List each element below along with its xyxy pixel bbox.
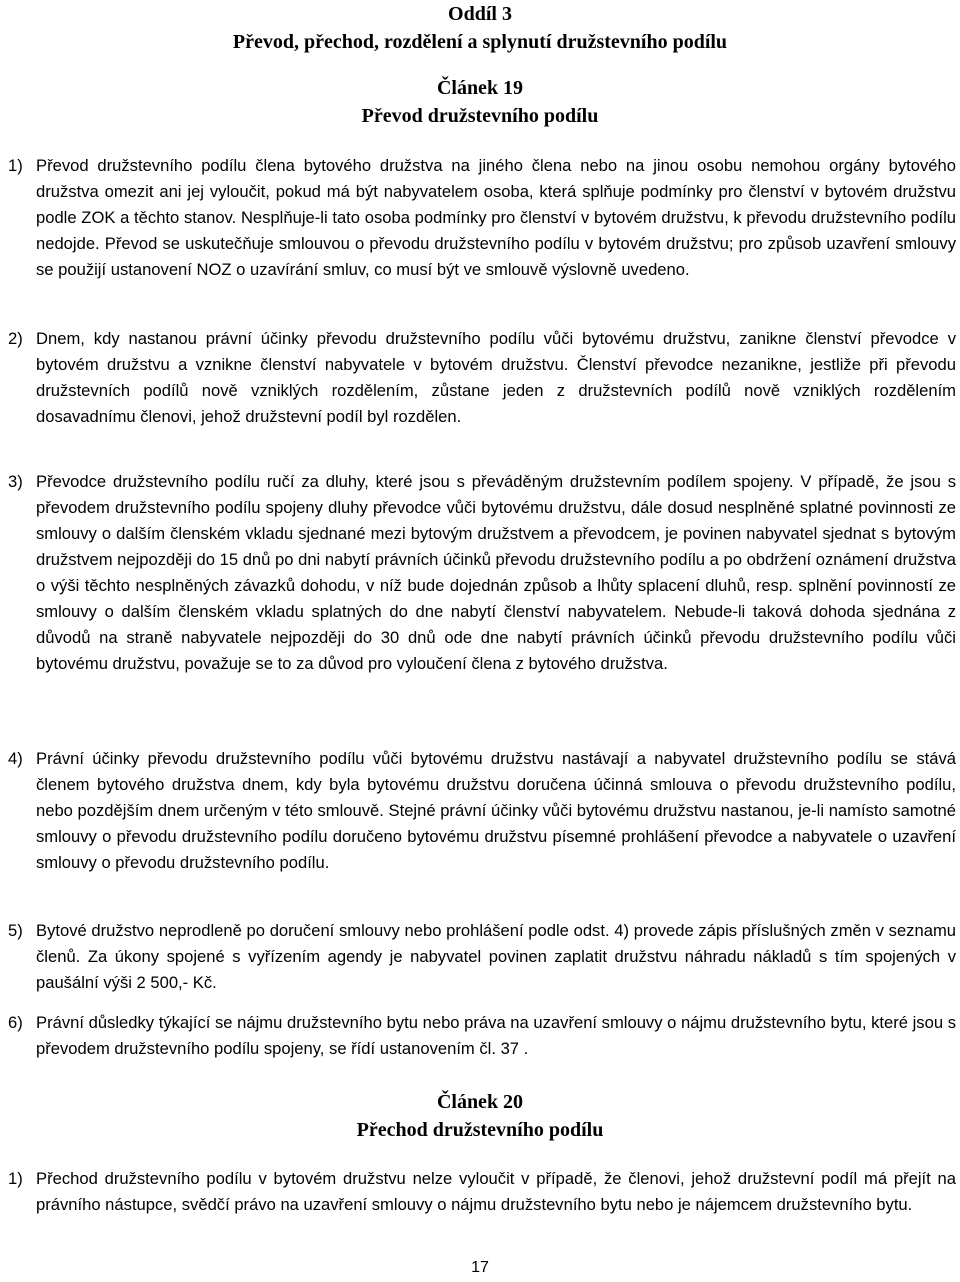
paragraph-number: 5)	[8, 921, 23, 940]
paragraph-text: Dnem, kdy nastanou právní účinky převodu družstevního podílu vůči bytovému družstvu, zanikne členství převodce v bytovém družstvu a vznikne členství nabyvatele v bytovém družstvu. Členství převodce nezanikne, jestliže při převodu družstevních podílů nově vzniklých rozdělením, zůstane jeden z družstevních podílů nově vzniklých rozdělením dosavadnímu členovi, jehož družstevní podíl byl rozdělen.	[36, 329, 956, 426]
article-19-paragraph-5	[8, 918, 956, 996]
article-20-title: Přechod družstevního podílu	[356, 1119, 604, 1141]
section-label: Oddíl 3	[448, 3, 512, 25]
article-19-label: Článek 19	[436, 77, 524, 99]
paragraph-number: 2)	[8, 329, 23, 348]
paragraph-number: 6)	[8, 1013, 23, 1032]
paragraph-text: Bytové družstvo neprodleně po doručení smlouvy nebo prohlášení podle odst. 4) provede zápis příslušných změn v seznamu členů. Za úkony spojené s vyřízením agendy je nabyvatel povinen zaplatit družstvu náhradu nákladů s tím spojených v paušální výši 2 500,- Kč.	[36, 921, 956, 992]
article-19-paragraph-4	[8, 746, 956, 876]
paragraph-text: Přechod družstevního podílu v bytovém družstvu nelze vyloučit v případě, že členovi, jehož družstevní podíl má přejít na právního nástupce, svědčí právo na uzavření smlouvy o nájmu družstevního bytu nebo je nájemcem družstevního bytu.	[36, 1169, 956, 1214]
paragraph-text: Právní účinky převodu družstevního podílu vůči bytovému družstvu nastávají a nabyvatel družstevního podílu se stává členem bytového družstva dnem, kdy byla bytovému družstvu doručena účinná smlouva o převodu družstevního podílu, nebo pozdějším dnem určeným v této smlouvě. Stejné právní účinky vůči bytovému družstvu nastanou, je-li namísto samotné smlouvy o převodu družstevního podílu doručeno bytovému družstvu písemné prohlášení převodce a nabyvatele o uzavření smlouvy o převodu družstevního podílu.	[36, 749, 956, 872]
paragraph-text: Převod družstevního podílu člena bytového družstva na jiného člena nebo na jinou osobu nemohou orgány bytového družstva omezit ani jej vyloučit, pokud má být nabyvatelem osoba, která splňuje podmínky pro členství v bytovém družstvu podle ZOK a těchto stanov. Nesplňuje-li tato osoba podmínky pro členství v bytovém družstvu, k převodu družstevního podílu nedojde. Převod se uskutečňuje smlouvou o převodu družstevního podílu v bytovém družstvu; pro způsob uzavření smlouvy se použijí ustanovení NOZ o uzavírání smluv, co musí být ve smlouvě výslovně uvedeno.	[36, 156, 956, 279]
article-20-heading	[0, 1088, 960, 1144]
paragraph-text: Právní důsledky týkající se nájmu družstevního bytu nebo práva na uzavření smlouvy o nájmu družstevního bytu, které jsou s převodem družstevního podílu spojeny, se řídí ustanovením čl. 37 .	[36, 1013, 956, 1058]
article-19-title: Převod družstevního podílu	[361, 105, 599, 127]
paragraph-number: 1)	[8, 1169, 23, 1188]
article-20-label: Článek 20	[436, 1091, 524, 1113]
paragraph-text: Převodce družstevního podílu ručí za dluhy, které jsou s převáděným družstevním podílem spojeny. V případě, že jsou s převodem družstevního podílu spojeny dluhy převodce vůči bytovému družstvu, dále dosud nesplněné splatné povinnosti ze smlouvy o dalším členském vkladu sjednané mezi bytovým družstvem a převodcem, je povinen nabyvatel sjednat s bytovým družstvem nejpozději do 15 dnů po dni nabytí právních účinků převodu družstevního podílu a po obdržení oznámení družstva o výši těchto nesplněných závazků dohodu, v níž bude dojednán způsob a lhůty splacení dluhů, resp. splnění povinností ze smlouvy o dalším členském vkladu splatných do dne nabytí členství nabyvatelem. Nebude-li taková dohoda sjednána z důvodů na straně nabyvatele nejpozději do 30 dnů ode dne nabytí právních účinků převodu družstevního podílu vůči bytovému družstvu, považuje se to za důvod pro vyloučení člena z bytového družstva.	[36, 472, 956, 673]
article-19-heading	[0, 74, 960, 130]
page-number: 17	[471, 1259, 489, 1276]
paragraph-number: 4)	[8, 749, 23, 768]
article-19-paragraph-6	[8, 1010, 956, 1062]
paragraph-number: 3)	[8, 472, 23, 491]
article-19-paragraph-3	[8, 469, 956, 677]
section-title: Převod, přechod, rozdělení a splynutí družstevního podílu	[232, 31, 728, 53]
section-heading	[0, 0, 960, 56]
article-20-paragraph-1	[8, 1166, 956, 1218]
paragraph-number: 1)	[8, 156, 23, 175]
article-19-paragraph-2	[8, 326, 956, 430]
article-19-paragraph-1	[8, 153, 956, 283]
